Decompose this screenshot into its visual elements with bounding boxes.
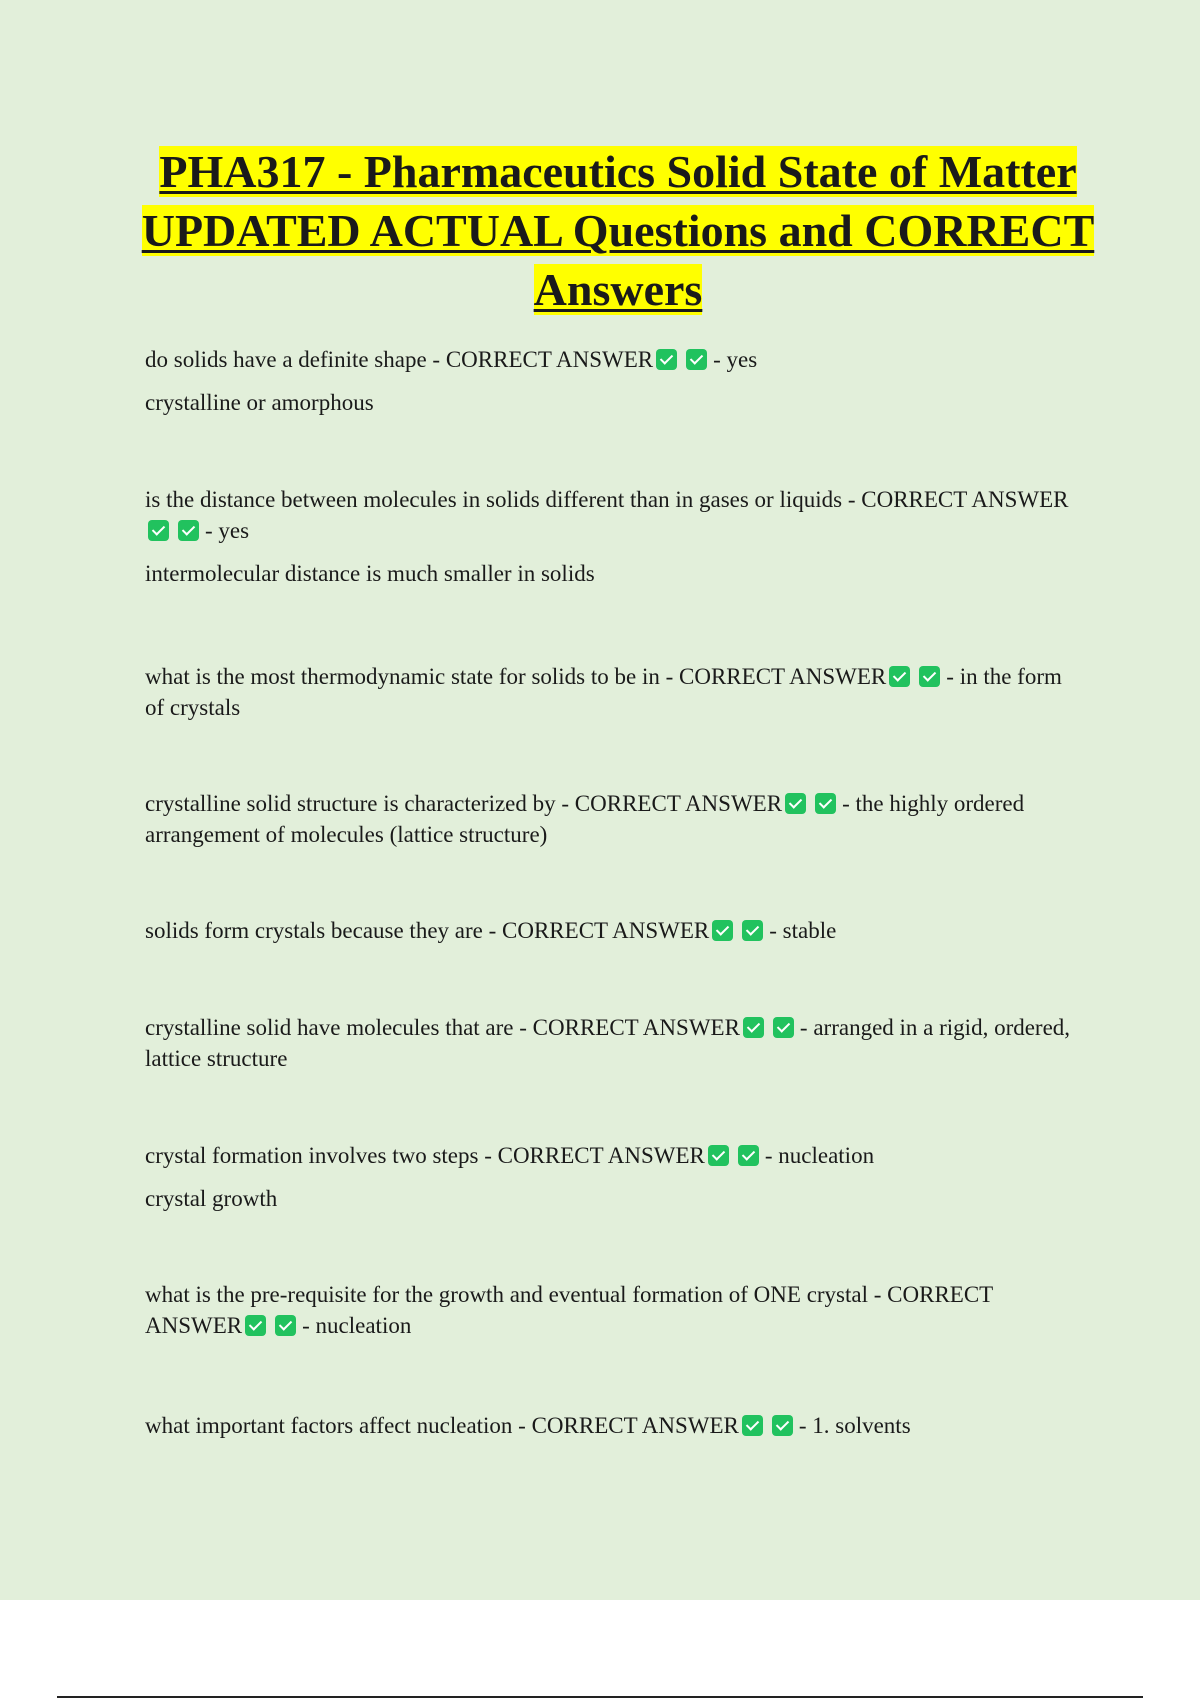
question-text: do solids have a definite shape - CORRECT ANSWER — [145, 347, 654, 372]
green-checkmark-icon — [742, 1415, 763, 1436]
qa-item-6 — [145, 1012, 1080, 1074]
green-checkmark-icon — [743, 1017, 764, 1038]
answer-extra-line: intermolecular distance is much smaller in solids — [145, 561, 595, 586]
qa-item-1 — [145, 344, 1080, 418]
green-checkmark-icon — [815, 793, 836, 814]
green-checkmark-icon — [785, 793, 806, 814]
question-text: solids form crystals because they are - CORRECT ANSWER — [145, 918, 710, 943]
answer-extra-line: crystalline or amorphous — [145, 390, 374, 415]
footer-divider — [57, 1696, 1143, 1698]
green-checkmark-icon — [245, 1315, 266, 1336]
green-checkmark-icon — [708, 1145, 729, 1166]
qa-line — [145, 344, 1080, 375]
qa-line — [145, 788, 1080, 850]
qa-item-4 — [145, 788, 1080, 850]
green-checkmark-icon — [656, 349, 677, 370]
qa-item-8 — [145, 1279, 1080, 1341]
qa-line — [145, 1279, 1080, 1341]
green-checkmark-icon — [772, 1415, 793, 1436]
green-checkmark-icon — [275, 1315, 296, 1336]
answer-extra-line: crystal growth — [145, 1186, 278, 1211]
answer-text: - yes — [205, 518, 250, 543]
document-title-text: PHA317 - Pharmaceutics Solid State of Matter UPDATED ACTUAL Questions and CORRECT Answers — [141, 146, 1095, 315]
qa-item-2 — [145, 484, 1080, 589]
green-checkmark-icon — [686, 349, 707, 370]
qa-line — [145, 1140, 1080, 1171]
qa-item-5 — [145, 915, 1080, 946]
qa-item-3 — [145, 661, 1080, 723]
answer-text: - nucleation — [764, 1143, 875, 1168]
answer-text: - the highly ordered arrangement of molecules (lattice structure) — [145, 791, 1025, 847]
question-text: crystal formation involves two steps - CORRECT ANSWER — [145, 1143, 705, 1168]
answer-text: - yes — [713, 347, 758, 372]
green-checkmark-icon — [738, 1145, 759, 1166]
document-title — [110, 142, 1126, 319]
answer-text: - arranged in a rigid, ordered, lattice structure — [145, 1015, 1071, 1071]
answer-text: - stable — [769, 918, 837, 943]
green-checkmark-icon — [742, 920, 763, 941]
qa-item-9 — [145, 1410, 1080, 1441]
answer-text: - in the form of crystals — [145, 664, 1062, 720]
question-text: crystalline solid structure is characterized by - CORRECT ANSWER — [145, 791, 783, 816]
question-text: what is the most thermodynamic state for solids to be in - CORRECT ANSWER — [145, 664, 887, 689]
question-text: what is the pre-requisite for the growth and eventual formation of ONE crystal - CORRECT ANSWER — [145, 1282, 993, 1338]
qa-line — [145, 661, 1080, 723]
answer-text: - nucleation — [302, 1313, 412, 1338]
green-checkmark-icon — [712, 920, 733, 941]
question-text: crystalline solid have molecules that are - CORRECT ANSWER — [145, 1015, 740, 1040]
question-text: what important factors affect nucleation - CORRECT ANSWER — [145, 1413, 739, 1438]
green-checkmark-icon — [178, 520, 199, 541]
answer-text: - 1. solvents — [798, 1413, 911, 1438]
qa-line — [145, 1012, 1080, 1074]
green-checkmark-icon — [889, 666, 910, 687]
qa-line — [145, 915, 1080, 946]
question-text: is the distance between molecules in solids different than in gases or liquids - CORRECT ANSWER — [145, 487, 1069, 512]
green-checkmark-icon — [919, 666, 940, 687]
qa-line — [145, 1410, 1080, 1441]
qa-item-7 — [145, 1140, 1080, 1214]
qa-line — [145, 484, 1080, 546]
green-checkmark-icon — [148, 520, 169, 541]
green-checkmark-icon — [773, 1017, 794, 1038]
